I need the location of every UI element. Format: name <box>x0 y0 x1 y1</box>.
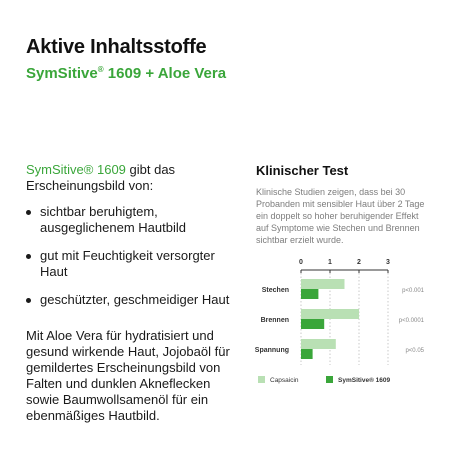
benefit-label: geschützter, geschmeidiger Haut <box>40 292 230 307</box>
category-label: Stechen <box>261 287 289 294</box>
legend-swatch <box>258 376 265 383</box>
p-value-label: p<0.001 <box>402 288 424 294</box>
subtitle-registered-mark: ® <box>97 65 104 74</box>
bar-symsitive <box>301 289 318 299</box>
benefit-item <box>26 248 236 280</box>
x-tick-label: 2 <box>357 259 361 266</box>
x-tick-label: 1 <box>328 259 332 266</box>
bar-symsitive <box>301 349 313 359</box>
bullet-dot-icon <box>26 298 31 303</box>
category-label: Spannung <box>254 347 289 354</box>
x-tick-label: 0 <box>299 259 303 266</box>
bar-capsaicin <box>301 339 336 349</box>
bullet-dot-icon <box>26 210 31 215</box>
benefits-section <box>26 162 236 424</box>
page-subtitle <box>26 65 226 82</box>
subtitle-suffix: 1609 + Aloe Vera <box>103 65 227 82</box>
legend-label: SymSitive® 1609 <box>338 377 391 384</box>
bar-symsitive <box>301 319 324 329</box>
benefit-label: gut mit Feuchtigkeit versorgter Haut <box>40 248 215 279</box>
bar-capsaicin <box>301 279 345 289</box>
benefit-list <box>26 204 236 308</box>
clinical-test-text: Klinische Studien zeigen, dass bei 30 Probanden mit sensibler Haut über 2 Tage ein doppelt so hoher beruhigender Effekt auf Symptome wie Stechen und Brennen sichtbar erzielt wurde. <box>256 187 425 245</box>
clinical-test-section <box>256 163 431 246</box>
subtitle-prefix: SymSitive <box>26 65 98 82</box>
benefit-item <box>26 292 236 308</box>
p-value-label: p<0.0001 <box>398 318 424 324</box>
intro-text <box>26 162 236 194</box>
legend-swatch <box>326 376 333 383</box>
p-value-label: p<0.05 <box>405 348 424 354</box>
clinical-test-title: Klinischer Test <box>256 163 349 178</box>
x-tick-label: 3 <box>386 259 390 266</box>
bullet-dot-icon <box>26 254 31 259</box>
page-title: Aktive Inhaltsstoffe <box>26 36 207 58</box>
category-label: Brennen <box>260 317 289 324</box>
intro-rest: gibt das Erscheinungsbild von: <box>26 162 176 193</box>
legend-label: Capsaicin <box>270 377 299 384</box>
benefit-label: sichtbar beruhigtem, ausgeglichenem Hautbild <box>40 204 186 235</box>
ingredients-paragraph: Mit Aloe Vera für hydratisiert und gesund wirkende Haut, Jojobaöl für gemildertes Erscheinungsbild von Falten und dunklen Akneflecken sowie Baumwollsamenöl für ein ebenmäßiges Hautbild. <box>26 328 230 423</box>
intro-product-name: SymSitive® 1609 <box>26 162 126 177</box>
benefit-item <box>26 204 236 236</box>
bar-capsaicin <box>301 309 359 319</box>
